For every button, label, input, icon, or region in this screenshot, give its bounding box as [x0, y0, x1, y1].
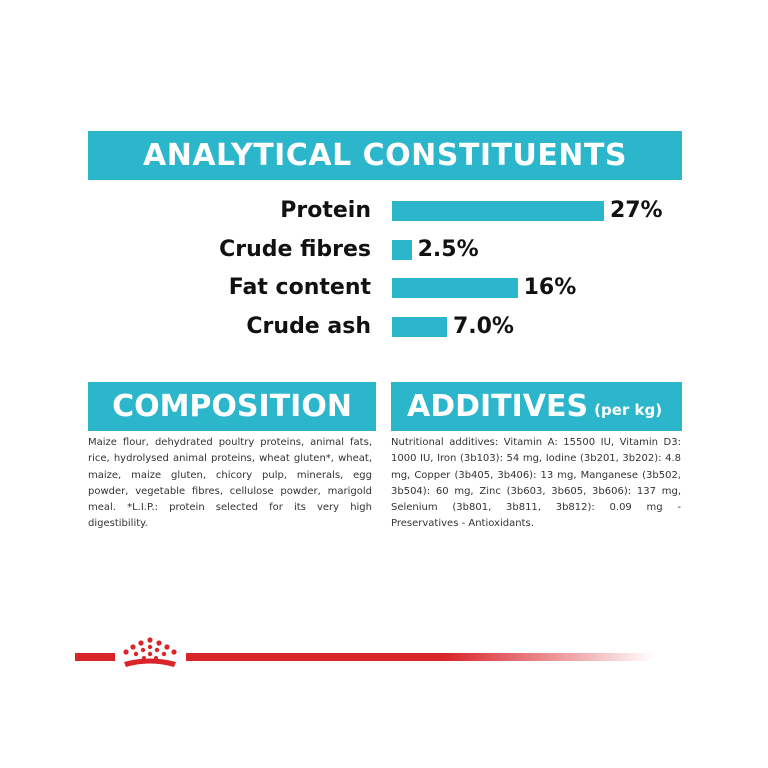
composition-banner — [88, 382, 376, 431]
additives-subtitle: (per kg) — [594, 400, 663, 419]
additives-text: Nutritional additives: Vitamin A: 15500 IU, Vitamin D3: 1000 IU, Iron (3b103): 54 mg, Iodine (3b201, 3b202): 4.8 mg, Copper (3b405, 3b406): 13 mg, Manganese (3b502, 3b504): 60 mg, Zinc (3b603, 3b605, 3b606): 137 mg, Selenium (3b801, 3b811, 3b812): 0.09 mg - Preservatives - Antioxidants. — [391, 437, 681, 530]
category-label-protein: Protein — [280, 198, 371, 223]
analytical-constituents-title: ANALYTICAL CONSTITUENTS — [143, 138, 627, 173]
bar-crude-ash — [392, 317, 447, 337]
additives-title: ADDITIVES — [407, 389, 589, 424]
additives-banner — [391, 382, 682, 431]
category-label-crude-ash: Crude ash — [246, 313, 371, 339]
footer-stripe-left — [75, 653, 115, 661]
composition-title: COMPOSITION — [112, 389, 352, 424]
bar-fat-content — [392, 278, 518, 298]
footer-stripe-right — [186, 653, 654, 661]
value-label-crude-ash: 7.0% — [452, 313, 514, 339]
value-label-crude-fibres: 2.5% — [417, 236, 479, 262]
value-label-fat-content: 16% — [523, 275, 577, 300]
category-label-crude-fibres: Crude fibres — [219, 236, 371, 262]
value-label-protein: 27% — [609, 198, 663, 223]
category-label-fat-content: Fat content — [228, 275, 371, 300]
bar-crude-fibres — [392, 240, 412, 260]
royal-canin-crown-icon — [118, 636, 182, 676]
analytical-constituents-banner — [88, 131, 682, 180]
bar-protein — [392, 201, 604, 221]
composition-text: Maize flour, dehydrated poultry proteins, animal fats, rice, hydrolysed animal proteins, wheat gluten*, wheat, maize, maize gluten, chicory pulp, minerals, egg powder, vegetable fibres, cellulose powder, marigold meal. *L.I.P.: protein selected for its very high digestibility. — [88, 437, 372, 530]
